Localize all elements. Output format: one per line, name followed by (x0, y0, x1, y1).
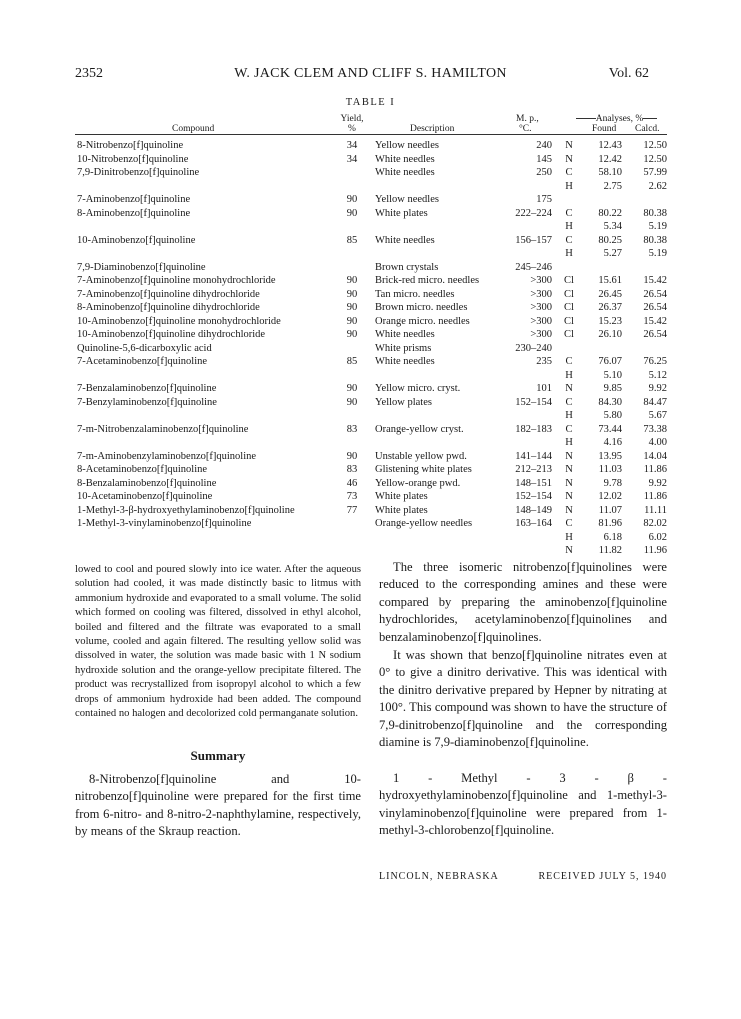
cell-found: 2.75 (603, 180, 622, 192)
cell-compound: 8-Benzalaminobenzo[f]quinoline (77, 477, 217, 489)
table-row (0, 139, 741, 153)
summary-heading: Summary (190, 748, 246, 763)
cell-melting-point: 156–157 (515, 234, 552, 246)
cell-compound: 7-Benzalaminobenzo[f]quinoline (77, 383, 217, 394)
col-header-calcd: Calcd. (635, 124, 660, 134)
cell-element: N (565, 383, 573, 394)
cell-element: N (565, 545, 573, 556)
cell-calculated: 5.12 (648, 369, 667, 381)
cell-yield: 90 (346, 194, 358, 205)
cell-yield: 90 (346, 450, 358, 462)
cell-compound: 10-Aminobenzo[f]quinoline monohydrochloride (77, 315, 281, 327)
cell-found: 11.07 (598, 504, 622, 516)
table-row (0, 409, 741, 423)
cell-yield: 83 (346, 464, 358, 475)
cell-found: 5.80 (603, 410, 622, 421)
cell-found: 81.96 (598, 518, 622, 529)
cell-description: Unstable yellow pwd. (375, 450, 467, 462)
cell-compound: 7-Benzylaminobenzo[f]quinoline (77, 396, 217, 408)
table-row (0, 166, 741, 180)
col-header-analyses: Analyses, % (566, 114, 667, 124)
col-header-yield: Yield, (340, 114, 364, 124)
cell-melting-point: 152–154 (515, 491, 552, 502)
table-row (0, 342, 741, 356)
cell-found: 6.18 (603, 531, 622, 543)
cell-compound: 10-Acetaminobenzo[f]quinoline (77, 491, 213, 502)
cell-element: Cl (564, 329, 574, 340)
table-row (0, 436, 741, 450)
table-row (0, 315, 741, 329)
cell-compound: 8-Acetaminobenzo[f]quinoline (77, 464, 208, 475)
cell-found: 9.78 (603, 477, 622, 489)
table-row (0, 382, 741, 396)
cell-calculated: 11.96 (643, 545, 667, 556)
header-rule (75, 134, 667, 135)
table-title: TABLE I (345, 97, 396, 108)
cell-yield: 46 (346, 477, 358, 489)
cell-description: White plates (375, 504, 428, 516)
cell-yield: 34 (346, 140, 358, 151)
cell-melting-point: 152–154 (515, 396, 552, 408)
cell-element: Cl (564, 302, 574, 313)
cell-found: 12.02 (598, 491, 622, 502)
col-header-compound: Compound (172, 124, 215, 134)
cell-compound: 8-Aminobenzo[f]quinoline dihydrochloride (77, 302, 260, 313)
cell-found: 26.10 (598, 329, 622, 340)
table-row (0, 153, 741, 167)
cell-melting-point: 182–183 (515, 423, 552, 435)
cell-compound: 10-Aminobenzo[f]quinoline dihydrochloride (77, 329, 266, 340)
cell-found: 26.45 (598, 288, 622, 300)
cell-element: N (565, 504, 573, 516)
cell-yield: 90 (346, 288, 358, 300)
cell-yield: 90 (346, 207, 358, 219)
cell-found: 80.22 (598, 207, 622, 219)
cell-compound: 7-m-Aminobenzylaminobenzo[f]quinoline (77, 450, 257, 462)
cell-element: Cl (564, 275, 574, 286)
cell-calculated: 82.02 (643, 518, 667, 529)
table-row (0, 207, 741, 221)
cell-description: Yellow needles (375, 194, 439, 205)
cell-element: N (565, 491, 573, 502)
cell-description: White plates (375, 207, 428, 219)
cell-element: C (565, 518, 573, 529)
cell-found: 5.27 (603, 248, 622, 259)
cell-melting-point: 175 (536, 194, 552, 205)
summary-paragraph: 8-Nitrobenzo[f]quinoline and 10-nitrobenzo[f]quinoline were prepared for the first time from 6-nitro- and 8-nitro-2-naphthylamine, respectively, by means of the Skraup reaction. (75, 772, 361, 839)
cell-compound: 7-Aminobenzo[f]quinoline (77, 194, 191, 205)
page-number: 2352 (75, 66, 103, 81)
cell-found: 4.16 (603, 437, 622, 448)
table-row (0, 301, 741, 315)
cell-element: Cl (564, 315, 574, 327)
cell-melting-point: >300 (530, 288, 552, 300)
cell-melting-point: 240 (536, 140, 552, 151)
cell-calculated: 76.25 (643, 356, 667, 367)
cell-element: H (565, 248, 573, 259)
cell-melting-point: 101 (536, 383, 552, 394)
table-row (0, 180, 741, 194)
cell-description: Orange-yellow cryst. (375, 423, 464, 435)
cell-found: 12.42 (598, 153, 622, 165)
cell-compound: 1-Methyl-3-vinylaminobenzo[f]quinoline (77, 518, 252, 529)
cell-description: Brick-red micro. needles (375, 275, 480, 286)
table-row (0, 369, 741, 383)
cell-found: 26.37 (598, 302, 622, 313)
cell-description: Tan micro. needles (375, 288, 455, 300)
cell-compound: 7,9-Diaminobenzo[f]quinoline (77, 261, 206, 273)
cell-element: H (565, 531, 573, 543)
cell-description: White needles (375, 234, 435, 246)
cell-element: C (565, 234, 573, 246)
cell-description: White needles (375, 167, 435, 178)
cell-melting-point: 245–246 (515, 261, 552, 273)
cell-found: 11.82 (598, 545, 622, 556)
received-date: RECEIVED JULY 5, 1940 (538, 871, 667, 882)
cell-compound: 8-Aminobenzo[f]quinoline (77, 207, 191, 219)
cell-element: C (565, 423, 573, 435)
cell-compound: 7-m-Nitrobenzalaminobenzo[f]quinoline (77, 423, 249, 435)
cell-description: White plates (375, 491, 428, 502)
cell-calculated: 4.00 (648, 437, 667, 448)
cell-compound: 8-Nitrobenzo[f]quinoline (77, 140, 184, 151)
cell-calculated: 57.99 (643, 167, 667, 178)
cell-calculated: 15.42 (643, 275, 667, 286)
cell-calculated: 5.19 (648, 221, 667, 232)
table-row (0, 396, 741, 410)
cell-element: C (565, 356, 573, 367)
cell-description: Yellow-orange pwd. (375, 477, 461, 489)
cell-description: Brown crystals (375, 261, 439, 273)
table-row (0, 234, 741, 248)
cell-compound: 7-Aminobenzo[f]quinoline dihydrochloride (77, 288, 260, 300)
col-header-description: Description (410, 124, 455, 134)
col-header-yield-unit: % (348, 124, 356, 134)
table-row (0, 544, 741, 558)
cell-description: Yellow plates (375, 396, 432, 408)
cell-found: 84.30 (598, 396, 622, 408)
cell-description: Yellow micro. cryst. (375, 383, 461, 394)
cell-melting-point: >300 (530, 302, 552, 313)
cell-calculated: 12.50 (643, 140, 667, 151)
cell-compound: 10-Aminobenzo[f]quinoline (77, 234, 196, 246)
location-line: LINCOLN, NEBRASKA (379, 871, 499, 882)
cell-yield: 83 (346, 423, 358, 435)
cell-description: Orange-yellow needles (375, 518, 473, 529)
cell-yield: 90 (346, 383, 358, 394)
volume-label: Vol. 62 (608, 66, 649, 81)
cell-description: White needles (375, 329, 435, 340)
cell-calculated: 11.86 (643, 491, 667, 502)
cell-found: 11.03 (598, 464, 622, 475)
cell-calculated: 15.42 (643, 315, 667, 327)
cell-found: 5.34 (603, 221, 622, 232)
cell-calculated: 12.50 (643, 153, 667, 165)
table-row (0, 463, 741, 477)
cell-compound: 7-Aminobenzo[f]quinoline monohydrochloride (77, 275, 276, 286)
cell-element: Cl (564, 288, 574, 300)
cell-melting-point: 163–164 (515, 518, 552, 529)
cell-calculated: 26.54 (643, 329, 667, 340)
cell-found: 73.44 (598, 423, 622, 435)
table-row (0, 504, 741, 518)
cell-calculated: 5.19 (648, 248, 667, 259)
cell-yield: 90 (346, 396, 358, 408)
cell-element: C (565, 207, 573, 219)
cell-calculated: 80.38 (643, 207, 667, 219)
cell-calculated: 26.54 (643, 288, 667, 300)
table-row (0, 490, 741, 504)
experimental-paragraph: lowed to cool and poured slowly into ice water. After the aqueous solution had cooled, it was made distinctly basic to litmus with ammonium hydroxide and evaporated to a small volume. The solid which formed on cooling was filtered, dissolved in ethyl alcohol, boiled and filtered and the filtrate was evaporated to a small volume, cooled and again filtered. The resulting yellow solid was dissolved in water, the solution was made basic with 1 N sodium hydroxide solution and the orange-yellow precipitate filtered. The product was recrystallized from isopropyl alcohol to which a few drops of ammonium hydroxide had been added. The compound contained no halogen and decolorized cold permanganate solution. (75, 564, 361, 720)
running-head-authors: W. JACK CLEM AND CLIFF S. HAMILTON (234, 66, 507, 81)
cell-element: N (565, 140, 573, 151)
cell-compound: 1-Methyl-3-β-hydroxyethylaminobenzo[f]quinoline (77, 504, 295, 516)
table-row (0, 355, 741, 369)
cell-element: N (565, 450, 573, 462)
cell-element: H (565, 437, 573, 448)
cell-melting-point: 148–149 (515, 504, 552, 516)
cell-melting-point: 250 (536, 167, 552, 178)
table-row (0, 261, 741, 275)
cell-calculated: 26.54 (643, 302, 667, 313)
cell-found: 13.95 (598, 450, 622, 462)
cell-description: Yellow needles (375, 140, 439, 151)
cell-element: N (565, 153, 573, 165)
cell-calculated: 11.86 (643, 464, 667, 475)
cell-calculated: 2.62 (648, 180, 667, 192)
cell-found: 9.85 (603, 383, 622, 394)
cell-calculated: 80.38 (643, 234, 667, 246)
cell-description: White prisms (375, 342, 432, 354)
table-row (0, 517, 741, 531)
cell-melting-point: 145 (536, 153, 552, 165)
cell-calculated: 84.47 (643, 396, 667, 408)
cell-found: 15.23 (598, 315, 622, 327)
cell-melting-point: >300 (530, 315, 552, 327)
cell-calculated: 5.67 (648, 410, 667, 421)
cell-yield: 90 (346, 302, 358, 313)
col-header-mp-unit: °C. (519, 124, 532, 134)
cell-yield: 85 (346, 356, 358, 367)
table-row (0, 247, 741, 261)
cell-found: 76.07 (598, 356, 622, 367)
cell-description: Glistening white plates (375, 464, 472, 475)
cell-calculated: 11.11 (644, 504, 667, 516)
table-row (0, 531, 741, 545)
cell-melting-point: 230–240 (515, 342, 552, 354)
cell-description: White needles (375, 356, 435, 367)
cell-description: White needles (375, 153, 435, 165)
cell-found: 58.10 (598, 167, 622, 178)
table-row (0, 220, 741, 234)
cell-compound: Quinoline-5,6-dicarboxylic acid (77, 342, 212, 354)
conclusion-paragraph-2: It was shown that benzo[f]quinoline nitrates even at 0° to give a dinitro derivative. This was identical with the dinitro derivative prepared by Hepner by nitrating at 100°. This compound was shown to have the structure of 7,9-dinitrobenzo[f]quinoline and the corresponding diamine is 7,9-diaminobenzo[f]quinoline. (379, 648, 667, 750)
cell-compound: 7-Acetaminobenzo[f]quinoline (77, 356, 208, 367)
cell-melting-point: 222–224 (515, 207, 552, 219)
cell-element: H (565, 180, 573, 192)
table-row (0, 274, 741, 288)
table-row (0, 477, 741, 491)
conclusion-paragraph-1: The three isomeric nitrobenzo[f]quinolines were reduced to the corresponding amines and these were compared by preparing the aminobenzo[f]quinoline hydrochlorides, acetylaminobenzo[f]quinolines and benzalaminobenzo[f]quinolines. (379, 560, 667, 644)
cell-melting-point: 141–144 (515, 450, 552, 462)
cell-yield: 90 (346, 275, 358, 286)
cell-compound: 10-Nitrobenzo[f]quinoline (77, 153, 189, 165)
cell-calculated: 6.02 (648, 531, 667, 543)
cell-yield: 73 (346, 491, 358, 502)
cell-melting-point: 212–213 (515, 464, 552, 475)
cell-element: H (565, 410, 573, 421)
cell-description: Brown micro. needles (375, 302, 468, 313)
cell-calculated: 9.92 (648, 477, 667, 489)
col-header-mp: M. p., (516, 114, 539, 124)
cell-element: N (565, 464, 573, 475)
table-row (0, 423, 741, 437)
cell-found: 80.25 (598, 234, 622, 246)
cell-yield: 90 (346, 329, 358, 340)
cell-description: Orange micro. needles (375, 315, 470, 327)
table-row (0, 288, 741, 302)
cell-yield: 85 (346, 234, 358, 246)
cell-yield: 77 (346, 504, 358, 516)
cell-element: H (565, 221, 573, 232)
table-row (0, 450, 741, 464)
table-row (0, 193, 741, 207)
cell-compound: 7,9-Dinitrobenzo[f]quinoline (77, 167, 200, 178)
cell-calculated: 9.92 (648, 383, 667, 394)
conclusion-paragraph-3: 1 - Methyl - 3 - β - hydroxyethylaminobenzo[f]quinoline and 1-methyl-3-vinylaminobenzo[f]quinoline were prepared from 1-methyl-3-chlorobenzo[f]quinoline. (379, 771, 667, 838)
cell-found: 15.61 (598, 275, 622, 286)
col-header-found: Found (592, 124, 617, 134)
cell-yield: 34 (346, 153, 358, 165)
table-body (0, 139, 741, 558)
cell-calculated: 73.38 (643, 423, 667, 435)
cell-element: H (565, 369, 573, 381)
cell-yield: 90 (346, 315, 358, 327)
cell-melting-point: 148–151 (515, 477, 552, 489)
cell-element: N (565, 477, 573, 489)
cell-melting-point: >300 (530, 329, 552, 340)
cell-element: C (565, 396, 573, 408)
cell-element: C (565, 167, 573, 178)
cell-melting-point: >300 (530, 275, 552, 286)
cell-melting-point: 235 (536, 356, 552, 367)
table-row (0, 328, 741, 342)
cell-found: 5.10 (603, 369, 622, 381)
cell-calculated: 14.04 (643, 450, 667, 462)
cell-found: 12.43 (598, 140, 622, 151)
